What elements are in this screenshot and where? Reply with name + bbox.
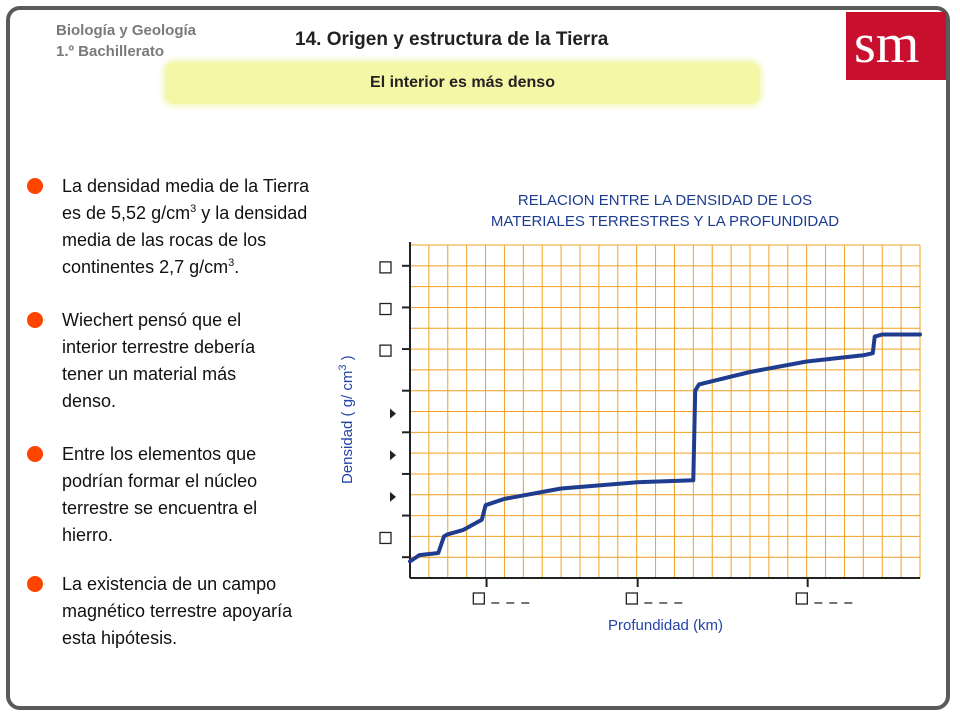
paragraph-line: continentes 2,7 $g/cm^3$. — [62, 257, 240, 277]
density-curve — [410, 335, 920, 562]
slide-subtitle: El interior es más denso — [370, 74, 555, 91]
paragraph-line: La densidad media de la Tierra — [62, 176, 310, 196]
paragraph-line: La existencia de un campo — [62, 574, 277, 594]
paragraph-line: terrestre se encuentra el — [62, 498, 258, 518]
chart-title-line1: RELACION ENTRE LA DENSIDAD DE LOS — [517, 192, 813, 209]
paragraph-line: Entre los elementos que — [62, 444, 257, 464]
paragraph-line: media de las rocas de los — [62, 230, 267, 250]
superscript: 3 — [190, 203, 197, 215]
paragraph-line: hierro. — [62, 525, 114, 545]
paragraph-line: denso. — [62, 391, 117, 411]
course-subject: Biología y Geología — [56, 22, 197, 39]
y-tick-label-glyph — [380, 262, 391, 273]
x-tick-label-glyph — [796, 593, 807, 604]
course-level: 1.º Bachillerato — [56, 43, 165, 60]
paragraph-line: tener un material más — [62, 364, 237, 384]
chapter-title: 14. Origen y estructura de la Tierra — [295, 29, 609, 50]
logo-text: sm — [854, 13, 920, 75]
y-tick-label-glyph — [390, 492, 396, 502]
paragraph-line: magnético terrestre apoyaría — [62, 601, 293, 621]
y-axis-label-close: ) — [339, 355, 356, 365]
y-tick-label-glyph — [380, 345, 391, 356]
y-tick-label-glyph — [390, 409, 396, 419]
paragraph-line: Wiechert pensó que el — [62, 310, 242, 330]
y-tick-label-glyph — [380, 304, 391, 315]
y-tick-label-glyph — [390, 450, 396, 460]
y-axis-label-text: Densidad ( g/ cm — [339, 370, 356, 484]
x-axis-label: Profundidad (km) — [608, 617, 724, 634]
y-tick-label-glyph — [380, 532, 391, 543]
superscript: 3 — [228, 257, 235, 269]
paragraph-line: podrían formar el núcleo — [62, 471, 258, 491]
chart-title-line2: MATERIALES TERRESTRES Y LA PROFUNDIDAD — [490, 213, 840, 230]
paragraph-line: interior terrestre debería — [62, 337, 256, 357]
y-axis-label-sup: 3 — [337, 364, 349, 371]
x-tick-label-glyph — [473, 593, 484, 604]
x-tick-label-glyph — [626, 593, 637, 604]
paragraph-line: es de 5,52 $g/cm^3$ y la densidad — [62, 203, 308, 223]
paragraph-line: esta hipótesis. — [62, 628, 178, 648]
